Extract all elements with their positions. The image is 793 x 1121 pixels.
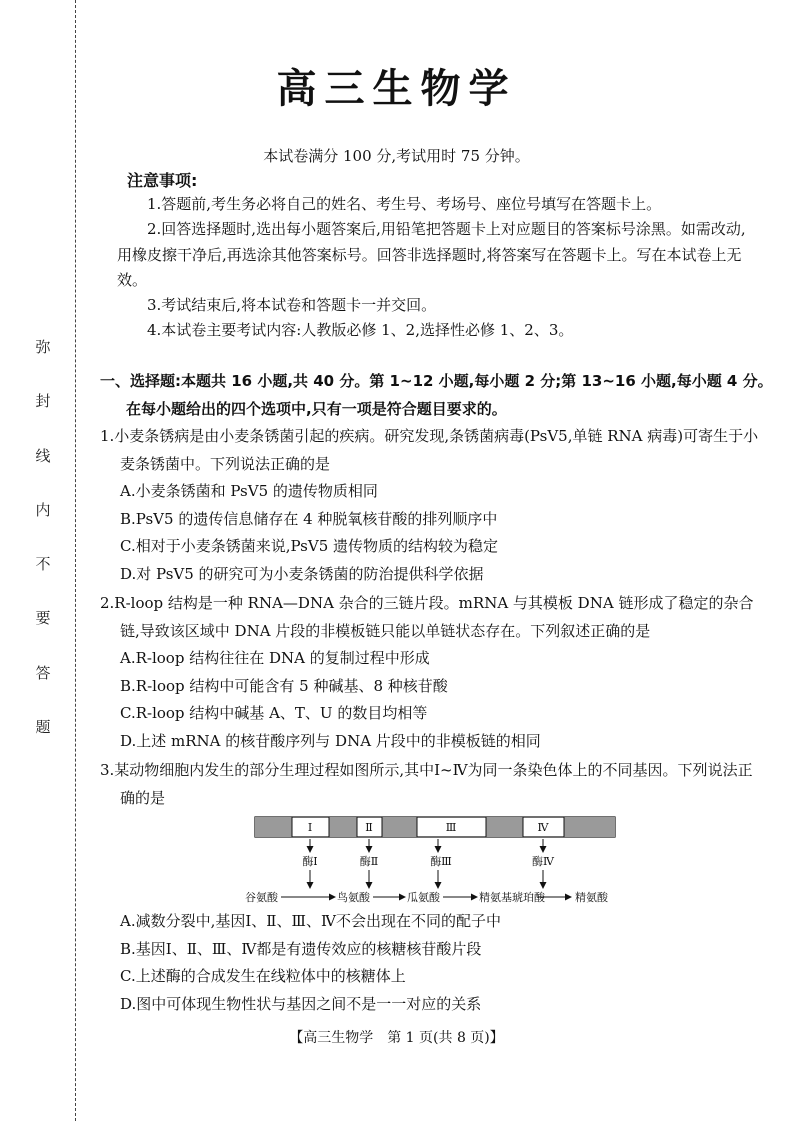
margin-char: 答 — [35, 663, 51, 682]
enzyme-label: 酶Ⅳ — [532, 855, 554, 868]
noncoding-segment — [255, 817, 292, 837]
margin-char: 弥 — [35, 338, 51, 356]
question-3-options — [100, 908, 760, 1018]
enzyme-label: 酶Ⅰ — [302, 855, 318, 868]
binding-margin-text — [32, 340, 54, 735]
option-b: B.PsV5 的遗传信息储存在 4 种脱氧核苷酸的排列顺序中 — [120, 509, 498, 528]
margin-char: 要 — [35, 609, 51, 628]
notice-item: 4.本试卷主要考试内容:人教版必修 1、2,选择性必修 1、2、3。 — [147, 321, 574, 340]
noncoding-segment — [382, 817, 417, 837]
question-2 — [100, 590, 760, 755]
substance-label: 谷氨酸 — [245, 891, 278, 904]
substance-label: 鸟氨酸 — [337, 891, 370, 904]
option-a: A.R-loop 结构往往在 DNA 的复制过程中形成 — [120, 649, 430, 667]
noncoding-segment — [329, 817, 357, 837]
notice-item: 2.回答选择题时,选出每小题答案后,用铅笔把答题卡上对应题目的答案标号涂黑。如需改动,用橡皮擦干净后,再选涂其他答案标号。回答非选择题时,将答案写在答题卡上。写在本试卷上无效。 — [117, 220, 746, 289]
question-stem: 3.某动物细胞内发生的部分生理过程如图所示,其中Ⅰ~Ⅳ为同一条染色体上的不同基因。下列说法正确的是 — [100, 761, 753, 807]
option-d: D.对 PsV5 的研究可为小麦条锈菌的防治提供科学依据 — [120, 564, 484, 583]
noncoding-segment — [564, 817, 615, 837]
option-d: D.上述 mRNA 的核苷酸序列与 DNA 片段中的非模板链的相同 — [120, 731, 541, 750]
page-title: 高三生物学 — [276, 66, 517, 112]
option-a: A.减数分裂中,基因Ⅰ、Ⅱ、Ⅲ、Ⅳ不会出现在不同的配子中 — [120, 912, 501, 930]
margin-char: 线 — [35, 446, 51, 465]
option-b: B.基因Ⅰ、Ⅱ、Ⅲ、Ⅳ都是有遗传效应的核糖核苷酸片段 — [120, 939, 482, 958]
option-c: C.R-loop 结构中碱基 A、T、U 的数目均相等 — [120, 704, 428, 722]
question-1 — [100, 423, 760, 588]
substance-label: 精氨酸 — [575, 891, 608, 904]
gene-label: Ⅱ — [365, 821, 373, 834]
notice-item: 3.考试结束后,将本试卷和答题卡一并交回。 — [147, 296, 437, 315]
question-stem: 1.小麦条锈病是由小麦条锈菌引起的疾病。研究发现,条锈菌病毒(PsV5,单链 RNA 病毒)可寄生于小麦条锈菌中。下列说法正确的是 — [100, 427, 759, 473]
enzyme-label: 酶Ⅱ — [359, 855, 379, 868]
page-footer: 【高三生物学 第 1 页(共 8 页)】 — [289, 1030, 504, 1046]
substance-label: 瓜氨酸 — [407, 891, 440, 904]
gene-label: Ⅲ — [445, 821, 457, 834]
option-b: B.R-loop 结构中可能含有 5 种碱基、8 种核苷酸 — [120, 676, 448, 695]
binding-line — [75, 0, 76, 1121]
margin-char: 内 — [35, 500, 51, 519]
option-a: A.小麦条锈菌和 PsV5 的遗传物质相同 — [120, 482, 378, 500]
noncoding-segment — [486, 817, 523, 837]
gene-label: Ⅳ — [537, 821, 549, 834]
exam-info: 本试卷满分 100 分,考试用时 75 分钟。 — [263, 147, 530, 165]
notice-list — [117, 192, 757, 344]
enzyme-label: 酶Ⅲ — [430, 855, 452, 868]
margin-char: 不 — [35, 555, 51, 574]
notice-item: 1.答题前,考生务必将自己的姓名、考生号、考场号、座位号填写在答题卡上。 — [147, 195, 662, 213]
option-c: C.上述酶的合成发生在线粒体中的核糖体上 — [120, 967, 406, 985]
margin-char: 题 — [35, 717, 51, 736]
option-d: D.图中可体现生物性状与基因之间不是一一对应的关系 — [120, 994, 482, 1013]
substance-label: 精氨基琥珀酸 — [479, 891, 545, 904]
question-3 — [100, 757, 760, 812]
margin-char: 封 — [35, 392, 51, 411]
notice-heading: 注意事项: — [127, 171, 198, 190]
option-c: C.相对于小麦条锈菌来说,PsV5 遗传物质的结构较为稳定 — [120, 537, 499, 555]
gene-label: Ⅰ — [307, 821, 313, 834]
gene-pathway-diagram — [245, 815, 625, 915]
question-stem: 2.R-loop 结构是一种 RNA—DNA 杂合的三链片段。mRNA 与其模板 DNA 链形成了稳定的杂合链,导致该区域中 DNA 片段的非模板链只能以单链状态存在。下列叙述正确的是 — [100, 594, 754, 640]
section-heading: 一、选择题:本题共 16 小题,共 40 分。第 1~12 小题,每小题 2 分;第 13~16 小题,每小题 4 分。在每小题给出的四个选项中,只有一项是符合题目要求的。 — [100, 372, 773, 418]
